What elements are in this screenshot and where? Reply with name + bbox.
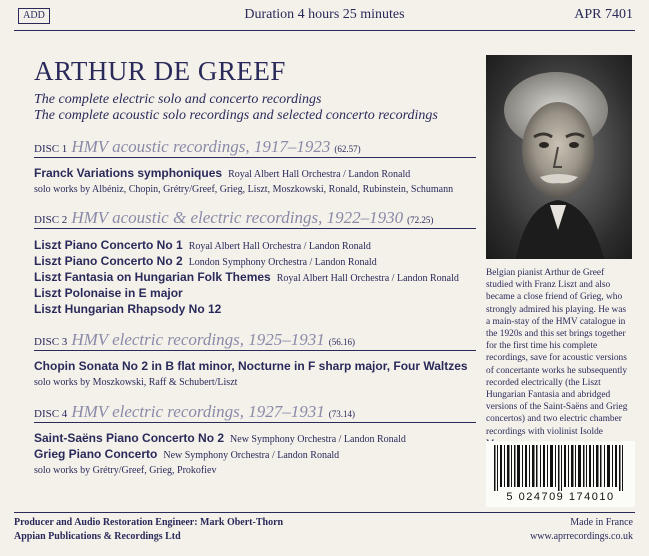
producer-credit: Producer and Audio Restoration Engineer: Mark Obert-Thorn — [14, 517, 284, 528]
work-title: Franck Variations symphoniques — [34, 166, 223, 180]
work-title: Liszt Piano Concerto No 2 — [34, 254, 183, 268]
disc-3-rule — [34, 350, 476, 351]
disc-2-rule — [34, 228, 476, 229]
add-badge: ADD — [18, 8, 50, 24]
disc-4-rule — [34, 422, 476, 423]
website-link[interactable]: www.aprrecordings.co.uk — [530, 531, 633, 542]
disc-time: (72.25) — [407, 215, 434, 225]
work-performers: London Symphony Orchestra / Landon Ronald — [188, 257, 377, 268]
work-item — [34, 238, 371, 253]
portrait-illustration — [486, 55, 632, 259]
disc-4-header — [34, 402, 355, 422]
disc-1-header — [34, 137, 361, 157]
album-title: ARTHUR DE GREEF — [34, 56, 286, 86]
work-title: Chopin Sonata No 2 in B flat minor, Nocturne in F sharp major, Four Waltzes — [34, 359, 468, 373]
barcode-bars — [486, 441, 635, 491]
subtitle-1: The complete electric solo and concerto recordings — [34, 92, 322, 107]
duration-text: Duration 4 hours 25 minutes — [244, 7, 405, 22]
work-performers: Royal Albert Hall Orchestra / Landon Ronald — [228, 169, 411, 180]
work-title: Grieg Piano Concerto — [34, 447, 158, 461]
disc-3-header — [34, 330, 355, 350]
disc-series: HMV electric recordings, 1927–1931 — [71, 402, 325, 421]
disc-label: DISC 1 — [34, 143, 68, 155]
work-performers: Royal Albert Hall Orchestra / Landon Ronald — [188, 241, 371, 252]
work-title: Liszt Polonaise in E major — [34, 286, 183, 300]
bottom-rule — [14, 512, 635, 513]
artist-biography: Belgian pianist Arthur de Greef studied with Franz Liszt and also became a close friend of Grieg, who strongly admired his playing. He was a main-stay of the HMV catalogue in the 1920s and this set brings together for the first time his complete recordings, save for acoustic versions of concertante works he subsequently recorded electrically (the Liszt Hungarian Fantasia and abridged versions of the Saint-Saëns and Grieg concertos) and two electric chamber recordings with violinist Isolde — [486, 268, 628, 437]
disc-series: HMV acoustic & electric recordings, 1922–1930 — [71, 208, 404, 227]
barcode-number: 5 024709 174010 — [506, 491, 615, 503]
work-title: Saint-Saëns Piano Concerto No 2 — [34, 431, 225, 445]
work-title: Liszt Hungarian Rhapsody No 12 — [34, 302, 222, 316]
work-title: Liszt Fantasia on Hungarian Folk Themes — [34, 270, 271, 284]
work-item — [34, 254, 377, 269]
artist-portrait — [486, 55, 632, 259]
disc-label: DISC 3 — [34, 336, 68, 348]
work-item — [34, 286, 183, 301]
solo-works: solo works by Grétry/Greef, Grieg, Prokofiev — [34, 465, 217, 476]
work-item — [34, 431, 406, 446]
work-title: Liszt Piano Concerto No 1 — [34, 238, 183, 252]
disc-label: DISC 2 — [34, 214, 68, 226]
work-item — [34, 270, 459, 285]
subtitle-2: The complete acoustic solo recordings and selected concerto recordings — [34, 108, 438, 123]
disc-time: (56.16) — [328, 337, 355, 347]
work-item — [34, 447, 339, 462]
disc-time: (73.14) — [328, 409, 355, 419]
work-performers: Royal Albert Hall Orchestra / Landon Ronald — [276, 273, 459, 284]
work-item — [34, 166, 410, 181]
work-item — [34, 302, 221, 317]
top-rule — [14, 30, 635, 31]
disc-series: HMV electric recordings, 1925–1931 — [71, 330, 325, 349]
disc-1-rule — [34, 157, 476, 158]
catalogue-number: APR 7401 — [574, 7, 633, 22]
disc-time: (62.57) — [334, 144, 361, 154]
disc-2-header — [34, 208, 433, 228]
solo-works: solo works by Moszkowski, Raff & Schubert/Liszt — [34, 377, 238, 388]
header-bar — [0, 0, 649, 30]
work-performers: New Symphony Orchestra / Landon Ronald — [230, 434, 406, 445]
disc-series: HMV acoustic recordings, 1917–1923 — [71, 137, 331, 156]
solo-works: solo works by Albéniz, Chopin, Grétry/Greef, Grieg, Liszt, Moszkowski, Ronald, Rubinstein, Schumann — [34, 184, 454, 195]
work-performers: New Symphony Orchestra / Landon Ronald — [163, 450, 340, 461]
disc-label: DISC 4 — [34, 408, 68, 420]
publisher-credit: Appian Publications & Recordings Ltd — [14, 531, 181, 542]
work-item — [34, 359, 468, 374]
made-in-text: Made in France — [570, 517, 633, 528]
